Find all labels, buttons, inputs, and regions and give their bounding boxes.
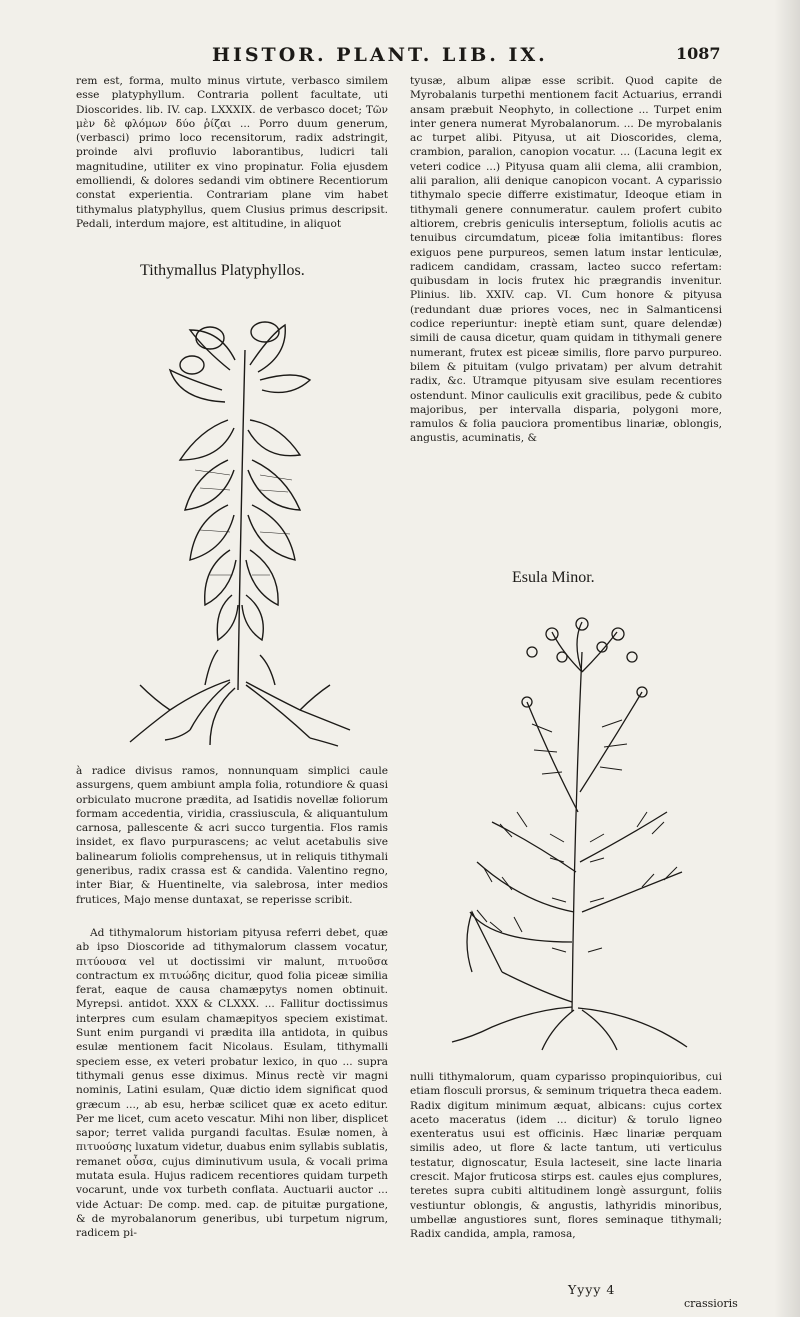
figure-caption-tithymallus: Tithymallus Platyphyllos.	[140, 262, 305, 279]
left-column-top-text: rem est, forma, multo minus virtute, verbasco similem esse platyphyllum. Contraria pollent facultate, uti Dioscorides. lib. IV. cap. LXXXIX. de verbasco docet; Τῶν μὲν δὲ φλόμων δύο ῥίζαι ... Porro duum generum, (verbasci) primo loco recensitorum, radix adstringit, proinde alvi profluvio laborantibus, ludicri tali magnitudine, utiliter ex vino propinatur. Folia ejusdem emolliendi, & dolores sedandi vim obtinere Recentiorum constat experientia. Contrariam plane vim habet tithymalus platyphyllus, quem Clusius primus descripsit. Pedali, interdum majore, est altitudine, in aliquot	[76, 75, 388, 230]
left-column-middle-text: à radice divisus ramos, nonnunquam simplici caule assurgens, quem ambiunt ampla folia, rotundiore & quasi orbiculato mucrone prædita, ad Isatidis novellæ foliorum formam accedentia, viridia, crassiuscula, & aliquantulum carnosa, pallescente & acri succo turgentia. Flos ramis insidet, ex flavo purpurascens; ac velut acetabulis sive balinearum foliolis comprehensus, ut in reliquis tithymali generibus, radix crassa est & candida. Valentino regno, inter Biar, & Huentinelte, via salebrosa, inter medios frutices, Majo mense duntaxat, se reperisse scribit.	[76, 765, 388, 906]
left-column-bottom	[76, 926, 388, 1264]
right-column-top-text: tyusæ, album alipæ esse scribit. Quod capite de Myrobalanis turpethi mentionem facit Actuarius, errandi ansam præbuit Neophyto, in collectione ... Turpet enim inter genera numerat Myrobalanorum. ... De myrobalanis ac turpet alibi. Pityusa, ut ait Dioscorides, clema, crambion, paralion, canopion vocatur. ... (Lacuna legit ex veteri codice ...) Pityusa quam alii clema, alii crambion, alii paralion, alii denique canopicon vocant. A cyparissio tithymalo specie differre existimatur, Ideoque etiam in tithymali genere connumeratur. caulem profert cubito altiorem, crebris geniculis interseptum, foliolis acutis ac tenuibus circumdatum, piceæ folia imitantibus: flores exiguos pene purpureos, semen latum instar lenticulæ, radicem candidam, crassam, lacteo succo refertam: quibusdam in locis frutex hic prægrandis invenitur. Plinius. lib. XXIV. cap. VI. Cum honore & pityusa (redundant duæ priores voces, nec in Salmanticensi codice reperiuntur: ineptè etiam sunt, quare delendæ) simili de causa dicetur, quam quidam in tithymali genere numerant, frutex est piceæ similis, flore parvo purpureo. bilem & pituitam (vulgo privatam) per alvum detrahit radix, &c. Utramque pityusam sive esulam recentiores ostendunt. Minor cauliculis exit gracilibus, pede & cubito majoribus, per intervalla disparia, polygoni more, ramulos & folia pauciora promentibus linariæ, oblongis, angustis, acuminatis, &	[410, 75, 722, 445]
running-head: HISTOR. PLANT. LIB. IX.	[212, 44, 548, 66]
catchword: crassioris	[684, 1297, 738, 1310]
figure-caption-esula: Esula Minor.	[512, 569, 595, 586]
right-column-bottom	[410, 1070, 722, 1266]
page-number: 1087	[676, 44, 721, 63]
page-gutter-shadow	[774, 0, 800, 1317]
right-column-bottom-text: nulli tithymalorum, quam cyparisso propinquioribus, cui etiam flosculi prorsus, & seminum triquetra theca eadem. Radix digitum minimum æquat, albicans: cujus cortex aceto maceratus (idem ... dicitur) & torulo ligneo exenteratus usui est officinis. Hæc linariæ perquam similis adeo, ut flore & lacte tantum, uti verticulus testatur, dignoscatur, Esula lacteseit, sine lacte linaria crescit. Major fruticosa stirps est. caules ejus complures, teretes supra cubiti altitudinem longè assurgunt, foliis vestiuntur oblongis, & angustis, lathyridis minoribus, umbellæ angustiores sunt, flores seminaque tithymali; Radix candida, ampla, ramosa,	[410, 1071, 722, 1241]
signature-mark: Yyyy 4	[568, 1282, 616, 1297]
woodcut-esula-minor	[432, 612, 702, 1052]
left-column-bottom-text: Ad tithymalorum historiam pityusa referri debet, quæ ab ipso Dioscoride ad tithymalorum classem vocatur, πιτύουσα vel ut doctissimi vir malunt, πιτυοῦσα contractum ex πιτυώδης dicitur, quod folia piceæ similia ferat, eaque de causa chamæpytys nomen obtinuit. Myrepsi. antidot. XXX & CLXXX. ... Fallitur doctissimus interpres cum esulam chamæpityos speciem existimat. Sunt enim purgandi vi prædita illa antidota, in quibus esulæ mentionem facit Nicolaus. Esulam, tithymalli speciem esse, ex veteri probatur lexico, in quo ... supra tithymali genus esse diximus. Minus rectè vir magni nominis, Latini esulam, Quæ dictio idem significat quod græcum ..., ab esu, herbæ scilicet quæ ex aceto editur. Per me licet, cum aceto vescatur. Mihi non liber, displicet sapor; terret valida purgandi facultas. Esulæ nomen, à πιτυούσης luxatum videtur, duabus enim syllabis sublatis, remanet οὖσα, cujus diminutivum usula, & vocali prima mutata esula. Hujus radicem recentiores quidam turpeth vocarunt, unde vox turbeth conflata. Auctuarii auctor ... vide Actuar: De comp. med. cap. de pituitæ purgatione, & de myrobalanorum generibus, ubi turpetum nigrum, radicem pi-	[76, 927, 388, 1240]
left-column-middle	[76, 764, 388, 924]
right-column-top	[410, 74, 722, 556]
left-column-top	[76, 74, 388, 284]
woodcut-tithymallus-platyphyllos	[110, 310, 370, 750]
